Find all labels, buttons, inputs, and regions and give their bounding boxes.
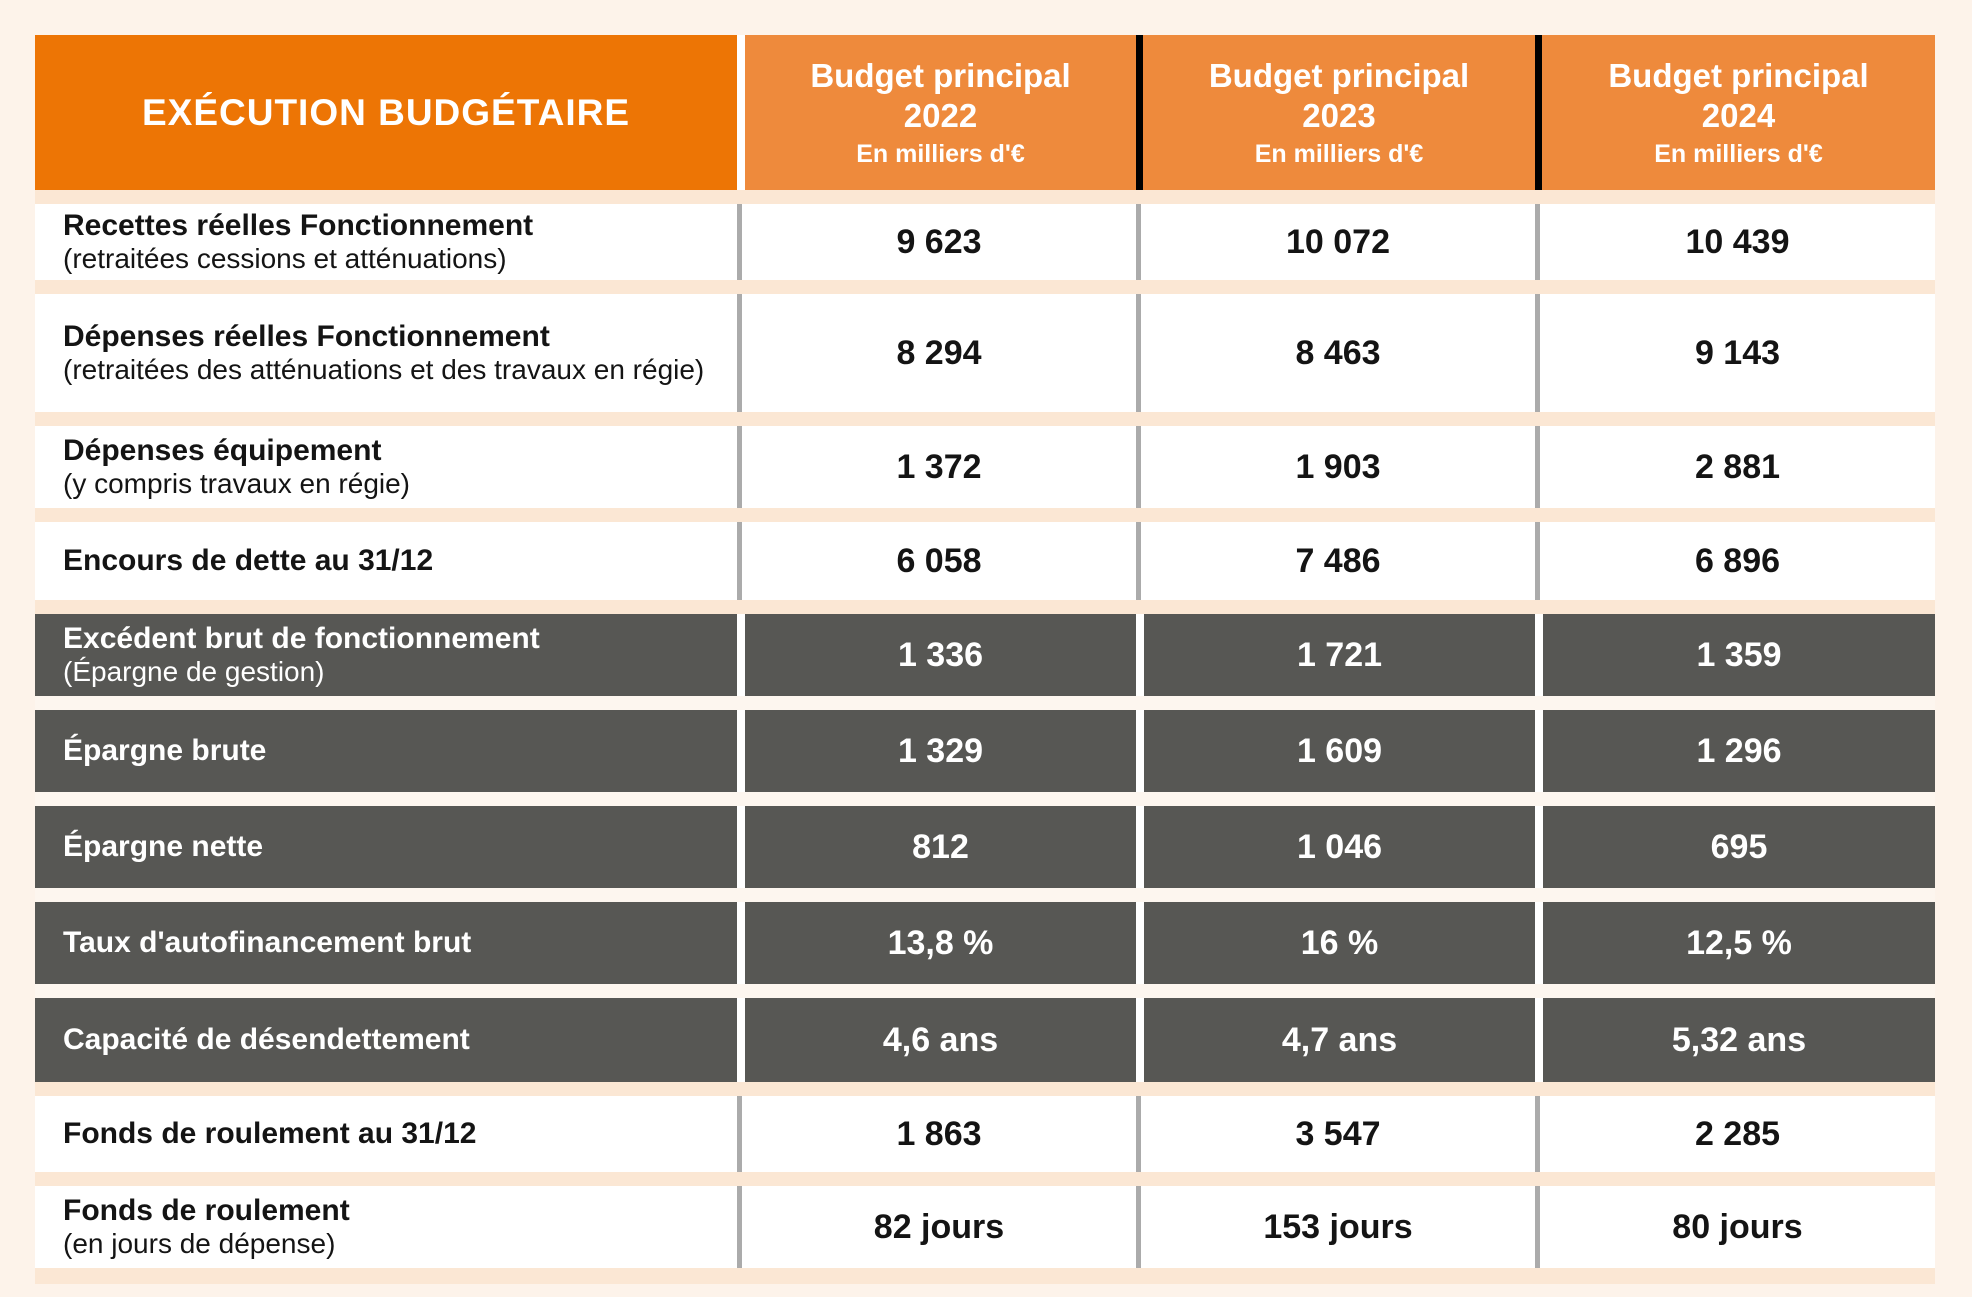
row-value-2023: 4,7 ans [1136,998,1535,1082]
row-sublabel: (retraitées cessions et atténuations) [63,243,507,275]
table-row [35,614,1935,696]
row-separator [35,190,1935,204]
row-label-cell [35,294,737,412]
year-header-2022 [737,35,1136,190]
table-title: EXÉCUTION BUDGÉTAIRE [35,35,737,190]
row-separator [35,412,1935,426]
row-value-2023: 1 903 [1136,426,1535,508]
row-label-cell [35,522,737,600]
row-label-cell [35,614,737,696]
table-row [35,998,1935,1082]
row-label: Excédent brut de fonctionnement [63,622,540,656]
year-header-2024 [1535,35,1935,190]
year-header-label: Budget principal [1208,57,1470,94]
year-header-year: 2022 [903,97,978,135]
row-label: Dépenses équipement [63,434,382,468]
row-sublabel: (en jours de dépense) [63,1228,336,1260]
row-value-2024: 5,32 ans [1535,998,1935,1082]
row-value-2024: 10 439 [1535,204,1935,280]
row-label-cell [35,806,737,888]
table-row [35,902,1935,984]
row-value-2024: 1 359 [1535,614,1935,696]
table-row [35,204,1935,280]
table-row [35,806,1935,888]
row-label: Capacité de désendettement [63,1023,470,1057]
row-label: Recettes réelles Fonctionnement [63,209,534,243]
table-row [35,1096,1935,1172]
row-value-2024: 1 296 [1535,710,1935,792]
row-separator [35,508,1935,522]
row-separator [35,696,1935,710]
row-label: Taux d'autofinancement brut [63,926,472,960]
year-header-year: 2023 [1302,97,1376,135]
row-value-2022: 1 372 [737,426,1136,508]
row-value-2024: 12,5 % [1535,902,1935,984]
row-sublabel: (retraitées des atténuations et des travaux en régie) [63,354,705,386]
year-header-label: Budget principal [1608,57,1869,94]
row-value-2022: 8 294 [737,294,1136,412]
table-row [35,522,1935,600]
row-label-cell [35,998,737,1082]
row-label: Épargne brute [63,734,267,768]
table-row [35,710,1935,792]
row-separator [35,1172,1935,1186]
row-label-cell [35,426,737,508]
row-label-cell [35,204,737,280]
year-header-unit: En milliers d'€ [1254,139,1424,168]
row-value-2022: 4,6 ans [737,998,1136,1082]
table-row [35,1186,1935,1268]
row-separator [35,600,1935,614]
row-value-2022: 1 863 [737,1096,1136,1172]
row-label-cell [35,1096,737,1172]
row-value-2022: 1 336 [737,614,1136,696]
row-label: Dépenses réelles Fonctionnement [63,320,550,354]
row-separator [35,1082,1935,1096]
row-label: Épargne nette [63,830,264,864]
row-value-2022: 13,8 % [737,902,1136,984]
table-bottom-strip [35,1268,1935,1284]
row-value-2024: 695 [1535,806,1935,888]
row-value-2023: 1 721 [1136,614,1535,696]
year-header-2023 [1136,35,1535,190]
row-label-cell [35,902,737,984]
row-label: Fonds de roulement [63,1194,350,1228]
year-header-unit: En milliers d'€ [856,139,1025,168]
row-value-2022: 6 058 [737,522,1136,600]
row-sublabel: (Épargne de gestion) [63,656,325,688]
row-value-2023: 8 463 [1136,294,1535,412]
row-value-2024: 2 881 [1535,426,1935,508]
row-value-2023: 10 072 [1136,204,1535,280]
row-value-2024: 2 285 [1535,1096,1935,1172]
row-separator [35,984,1935,998]
row-value-2023: 1 046 [1136,806,1535,888]
year-header-label: Budget principal [810,57,1071,94]
row-label: Encours de dette au 31/12 [63,544,434,578]
table-row [35,294,1935,412]
row-sublabel: (y compris travaux en régie) [63,468,411,500]
row-label: Fonds de roulement au 31/12 [63,1117,477,1151]
table-header-row [35,35,1935,190]
table-body [35,190,1935,1284]
row-value-2023: 16 % [1136,902,1535,984]
row-separator [35,888,1935,902]
row-value-2022: 812 [737,806,1136,888]
row-value-2022: 9 623 [737,204,1136,280]
row-value-2022: 82 jours [737,1186,1136,1268]
row-label-cell [35,710,737,792]
row-value-2022: 1 329 [737,710,1136,792]
table-row [35,426,1935,508]
row-value-2023: 3 547 [1136,1096,1535,1172]
row-value-2024: 6 896 [1535,522,1935,600]
year-header-year: 2024 [1701,97,1776,135]
year-header-unit: En milliers d'€ [1654,139,1823,168]
row-value-2024: 9 143 [1535,294,1935,412]
row-value-2023: 153 jours [1136,1186,1535,1268]
row-value-2023: 7 486 [1136,522,1535,600]
row-label-cell [35,1186,737,1268]
row-value-2024: 80 jours [1535,1186,1935,1268]
row-value-2023: 1 609 [1136,710,1535,792]
row-separator [35,792,1935,806]
budget-execution-table [35,35,1935,1284]
row-separator [35,280,1935,294]
